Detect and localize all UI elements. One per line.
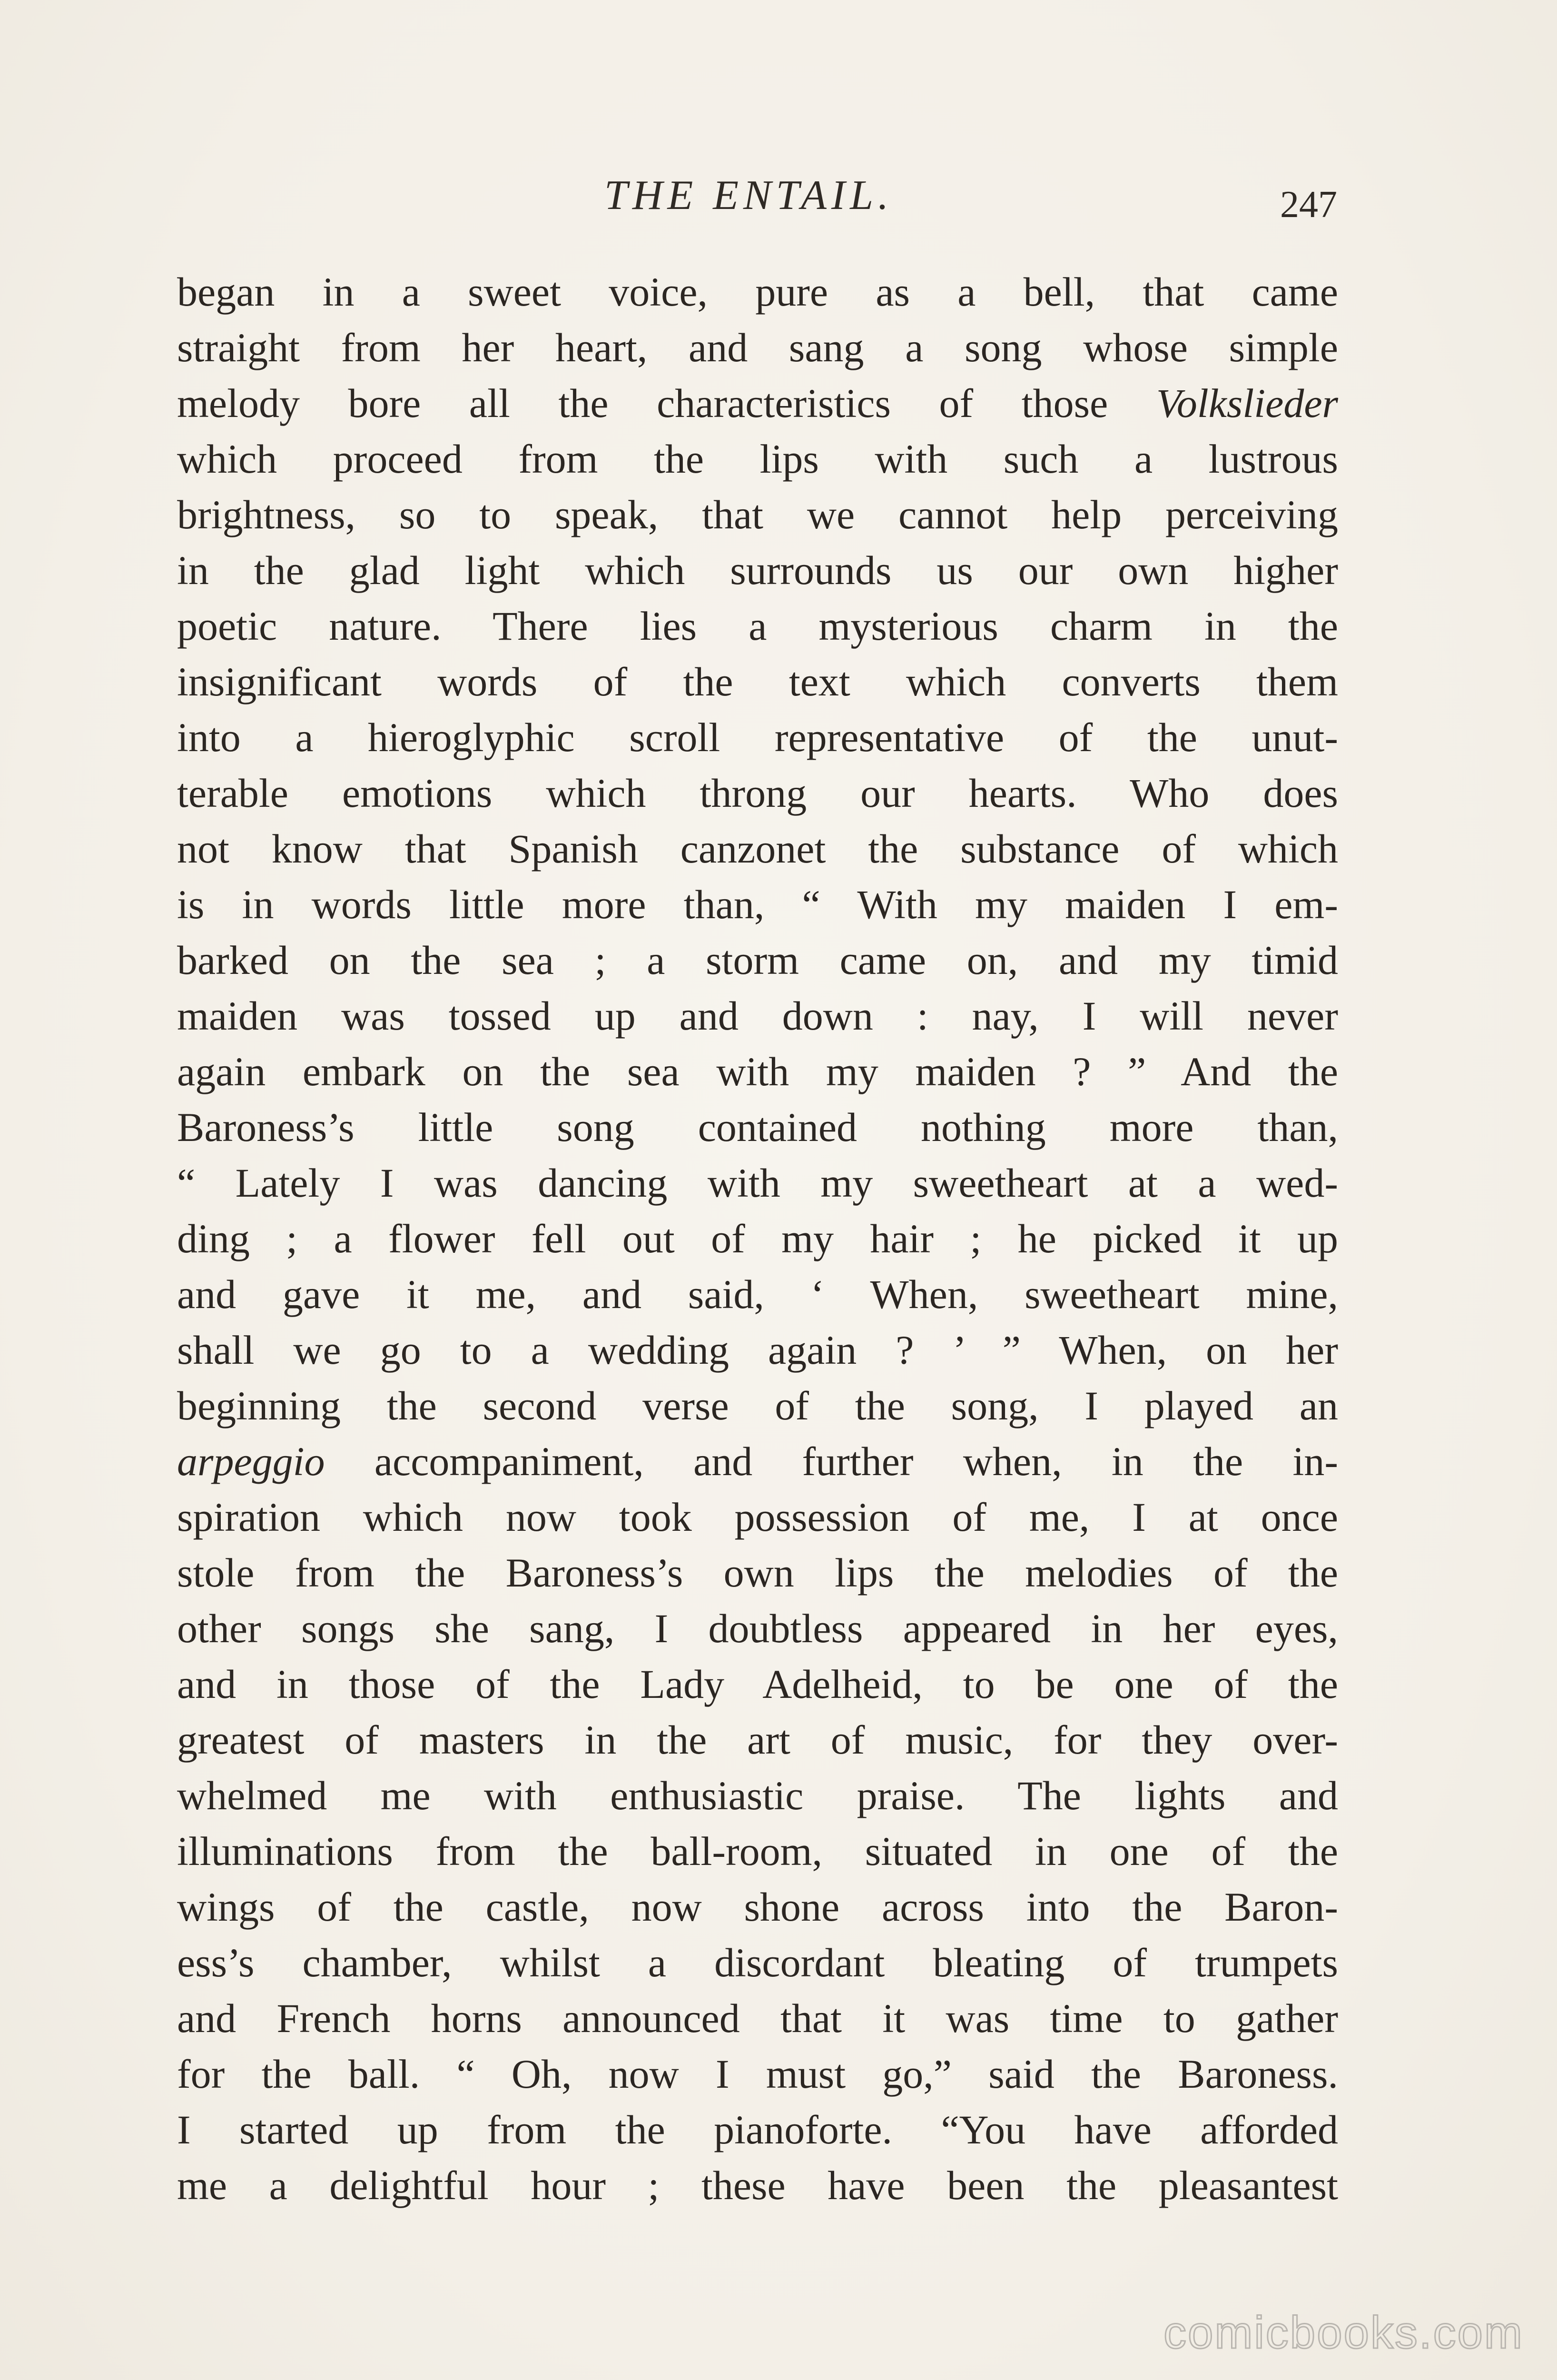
text-run: ess’s chamber, whilst a discordant bleating of trumpets [177, 1940, 1338, 1985]
text-line [177, 1991, 1338, 2046]
text-line [177, 1879, 1338, 1935]
text-run: terable emotions which throng our hearts. Who does [177, 770, 1338, 816]
text-run: melody bore all the characteristics of those [177, 380, 1156, 426]
text-line [177, 1656, 1338, 1712]
text-line [177, 320, 1338, 376]
text-run: again embark on the sea with my maiden ? ” And the [177, 1049, 1338, 1094]
text-line [177, 376, 1338, 431]
text-run: me a delightful hour ; these have been the pleasantest [177, 2162, 1338, 2208]
text-run: I started up from the pianoforte. “You have afforded [177, 2107, 1338, 2152]
text-line [177, 1545, 1338, 1601]
text-line [177, 1434, 1338, 1489]
text-run: “ Lately I was dancing with my sweetheart at a wed- [177, 1160, 1338, 1206]
text-line [177, 1267, 1338, 1322]
text-run: Baroness’s little song contained nothing more than, [177, 1104, 1338, 1150]
text-run: in the glad light which surrounds us our own higher [177, 547, 1338, 593]
text-line [177, 821, 1338, 877]
text-run: accompaniment, and further when, in the in- [325, 1438, 1338, 1484]
text-line [177, 1044, 1338, 1100]
text-run: wings of the castle, now shone across into the Baron- [177, 1884, 1338, 1930]
text-line [177, 1322, 1338, 1378]
text-run: and in those of the Lady Adelheid, to be one of the [177, 1661, 1338, 1707]
text-run: arpeggio [177, 1438, 325, 1484]
text-line [177, 1489, 1338, 1545]
text-line [177, 932, 1338, 988]
text-run: ding ; a flower fell out of my hair ; he picked it up [177, 1216, 1338, 1261]
text-run: brightness, so to speak, that we cannot help perceiving [177, 492, 1338, 537]
text-line [177, 2158, 1338, 2213]
text-line [177, 654, 1338, 710]
text-run: spiration which now took possession of me, I at once [177, 1494, 1338, 1540]
text-line [177, 1768, 1338, 1824]
text-run: poetic nature. There lies a mysterious charm in the [177, 603, 1338, 649]
text-run: stole from the Baroness’s own lips the melodies of the [177, 1550, 1338, 1596]
text-run: straight from her heart, and sang a song whose simple [177, 325, 1338, 370]
text-run: beginning the second verse of the song, I played an [177, 1383, 1338, 1428]
body-text [177, 264, 1338, 2213]
text-line [177, 1155, 1338, 1211]
text-run: which proceed from the lips with such a lustrous [177, 436, 1338, 482]
text-line [177, 1211, 1338, 1267]
text-line [177, 487, 1338, 543]
text-line [177, 710, 1338, 765]
text-line [177, 1712, 1338, 1768]
text-run: insignificant words of the text which converts them [177, 659, 1338, 704]
watermark: comicbooks.com [1163, 2307, 1524, 2358]
text-line [177, 543, 1338, 598]
text-run: greatest of masters in the art of music, for they over- [177, 1717, 1338, 1763]
text-run: maiden was tossed up and down : nay, I will never [177, 993, 1338, 1039]
text-line [177, 1100, 1338, 1155]
text-run: and gave it me, and said, ‘ When, sweetheart mine, [177, 1271, 1338, 1317]
running-title: THE ENTAIL. [604, 172, 894, 218]
text-line [177, 1378, 1338, 1434]
text-line [177, 765, 1338, 821]
text-run: not know that Spanish canzonet the substance of which [177, 826, 1338, 872]
text-run: for the ball. “ Oh, now I must go,” said the Baroness. [177, 2051, 1338, 2097]
text-run: other songs she sang, I doubtless appeared in her eyes, [177, 1606, 1338, 1651]
text-line [177, 2102, 1338, 2158]
text-line [177, 877, 1338, 932]
text-line [177, 1601, 1338, 1656]
text-run: began in a sweet voice, pure as a bell, that came [177, 269, 1338, 315]
text-run: and French horns announced that it was time to gather [177, 1995, 1338, 2041]
text-run: is in words little more than, “ With my maiden I em- [177, 882, 1338, 927]
text-run: shall we go to a wedding again ? ’ ” When, on her [177, 1327, 1338, 1373]
text-run: illuminations from the ball-room, situated in one of the [177, 1828, 1338, 1874]
text-line [177, 988, 1338, 1044]
text-line [177, 431, 1338, 487]
text-run: whelmed me with enthusiastic praise. The lights and [177, 1773, 1338, 1818]
text-line [177, 598, 1338, 654]
page-number: 247 [1280, 184, 1337, 226]
text-run: barked on the sea ; a storm came on, and my timid [177, 937, 1338, 983]
text-line [177, 2046, 1338, 2102]
text-line [177, 264, 1338, 320]
text-line [177, 1935, 1338, 1991]
text-line [177, 1824, 1338, 1879]
text-run: into a hieroglyphic scroll representative of the unut- [177, 714, 1338, 760]
text-run: Volkslieder [1156, 380, 1338, 426]
